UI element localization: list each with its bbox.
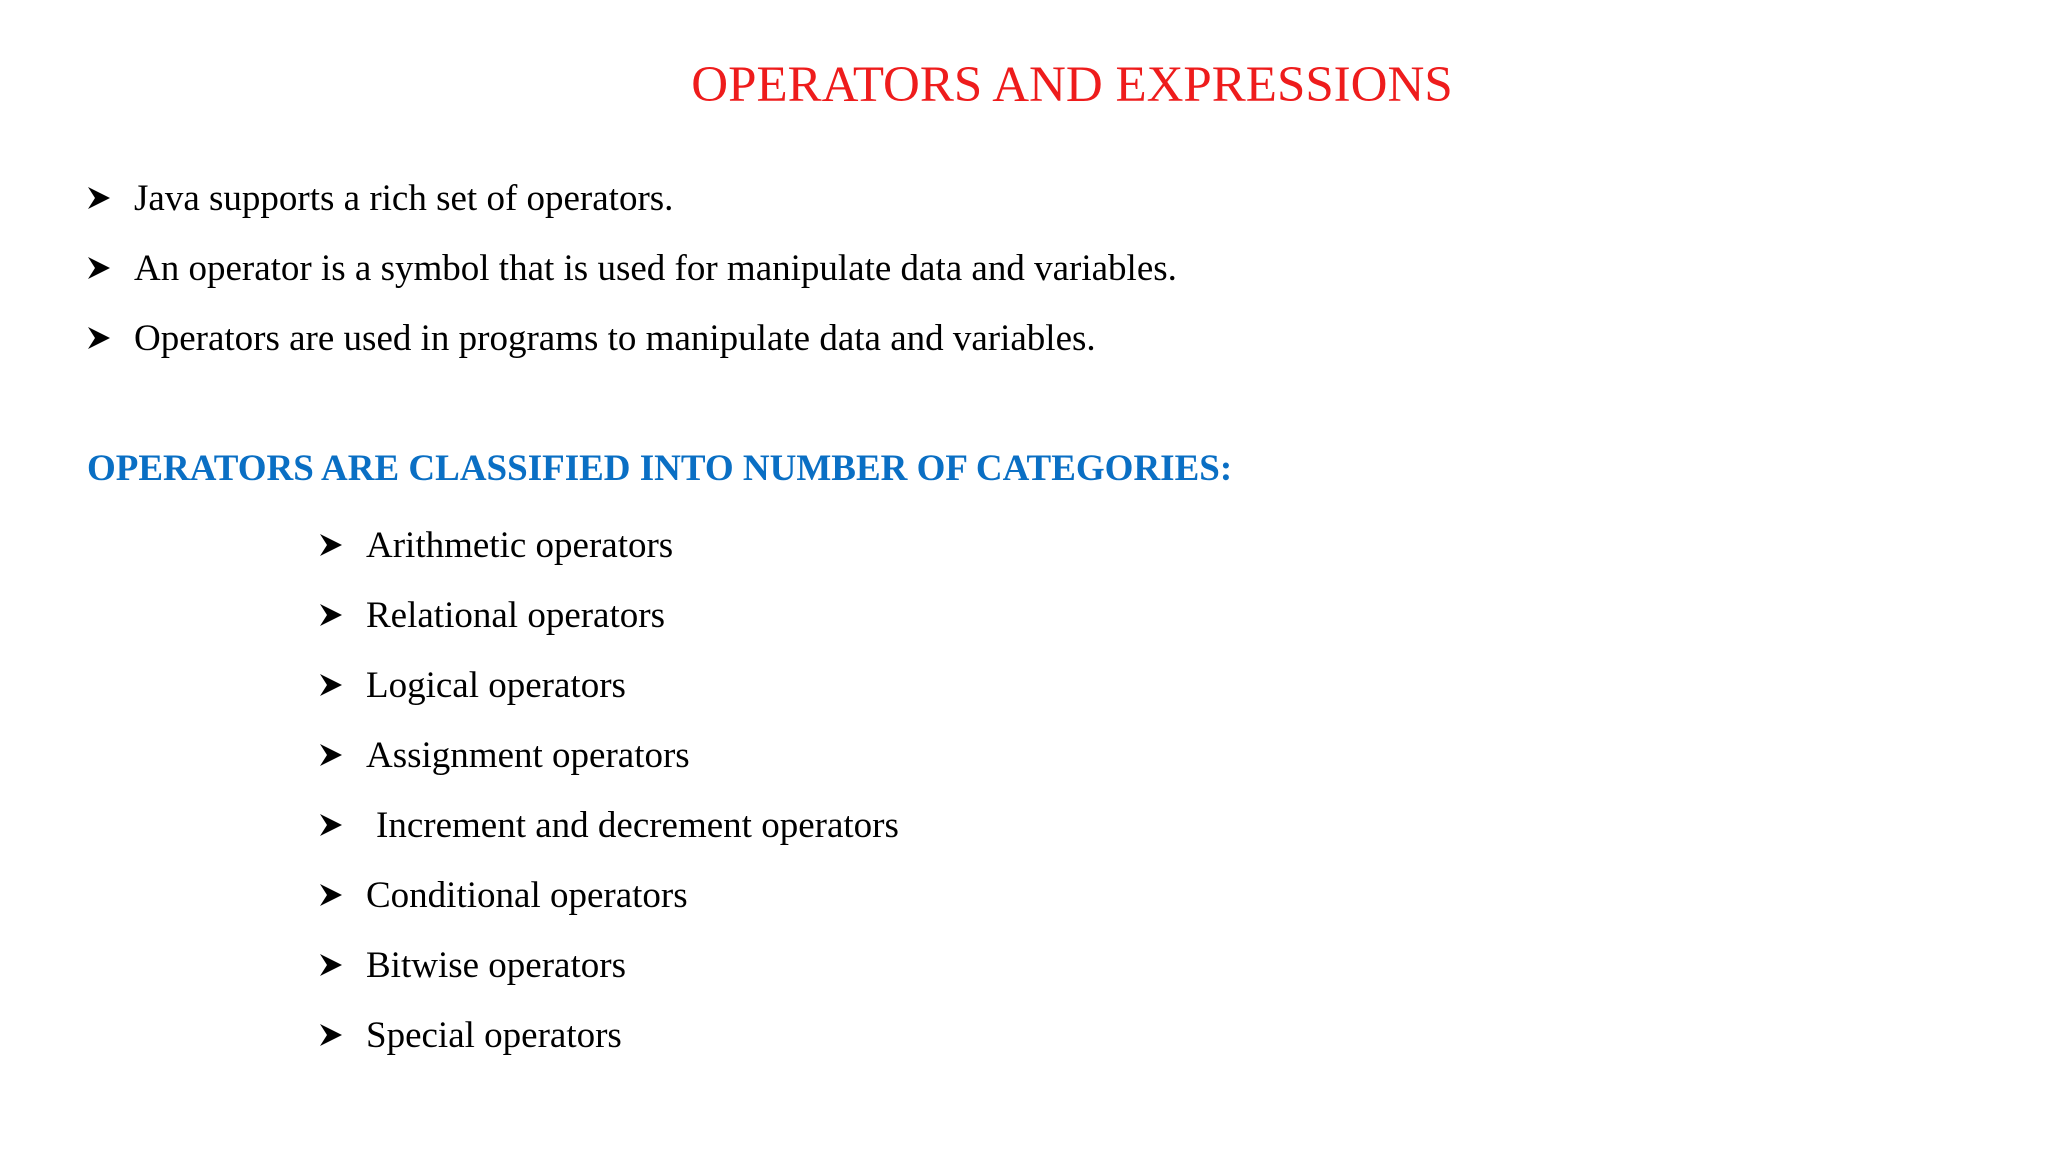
arrowhead-bullet-icon (318, 812, 366, 838)
slide-title-text: OPERATORS AND EXPRESSIONS (691, 57, 1453, 113)
category-text: Assignment operators (366, 734, 690, 776)
list-item (318, 720, 899, 790)
list-item (318, 790, 899, 860)
arrowhead-bullet-icon (86, 325, 134, 351)
category-text: Special operators (366, 1014, 622, 1056)
category-text: Arithmetic operators (366, 524, 674, 566)
arrowhead-bullet-icon (318, 602, 366, 628)
list-item (318, 510, 899, 580)
category-text: Bitwise operators (366, 944, 626, 986)
bullet-text: An operator is a symbol that is used for manipulate data and variables. (134, 247, 1177, 289)
bullet-text: Operators are used in programs to manipulate data and variables. (134, 317, 1096, 359)
arrowhead-bullet-icon (318, 882, 366, 908)
category-text: Logical operators (366, 664, 626, 706)
list-item (318, 930, 899, 1000)
arrowhead-bullet-icon (86, 185, 134, 211)
list-item (318, 1000, 899, 1070)
list-item (318, 860, 899, 930)
slide-title (0, 52, 2048, 118)
arrowhead-bullet-icon (318, 742, 366, 768)
arrowhead-bullet-icon (318, 532, 366, 558)
list-item (86, 303, 1177, 373)
category-list (318, 510, 899, 1070)
arrowhead-bullet-icon (318, 1022, 366, 1048)
list-item (86, 233, 1177, 303)
arrowhead-bullet-icon (318, 952, 366, 978)
bullet-text: Java supports a rich set of operators. (134, 177, 674, 219)
intro-bullet-list (86, 163, 1177, 373)
arrowhead-bullet-icon (318, 672, 366, 698)
list-item (318, 580, 899, 650)
list-item (86, 163, 1177, 233)
category-text: Increment and decrement operators (376, 804, 899, 846)
category-text: Relational operators (366, 594, 665, 636)
section-heading: OPERATORS ARE CLASSIFIED INTO NUMBER OF CATEGORIES: (87, 448, 1233, 489)
category-text: Conditional operators (366, 874, 688, 916)
arrowhead-bullet-icon (86, 255, 134, 281)
list-item (318, 650, 899, 720)
